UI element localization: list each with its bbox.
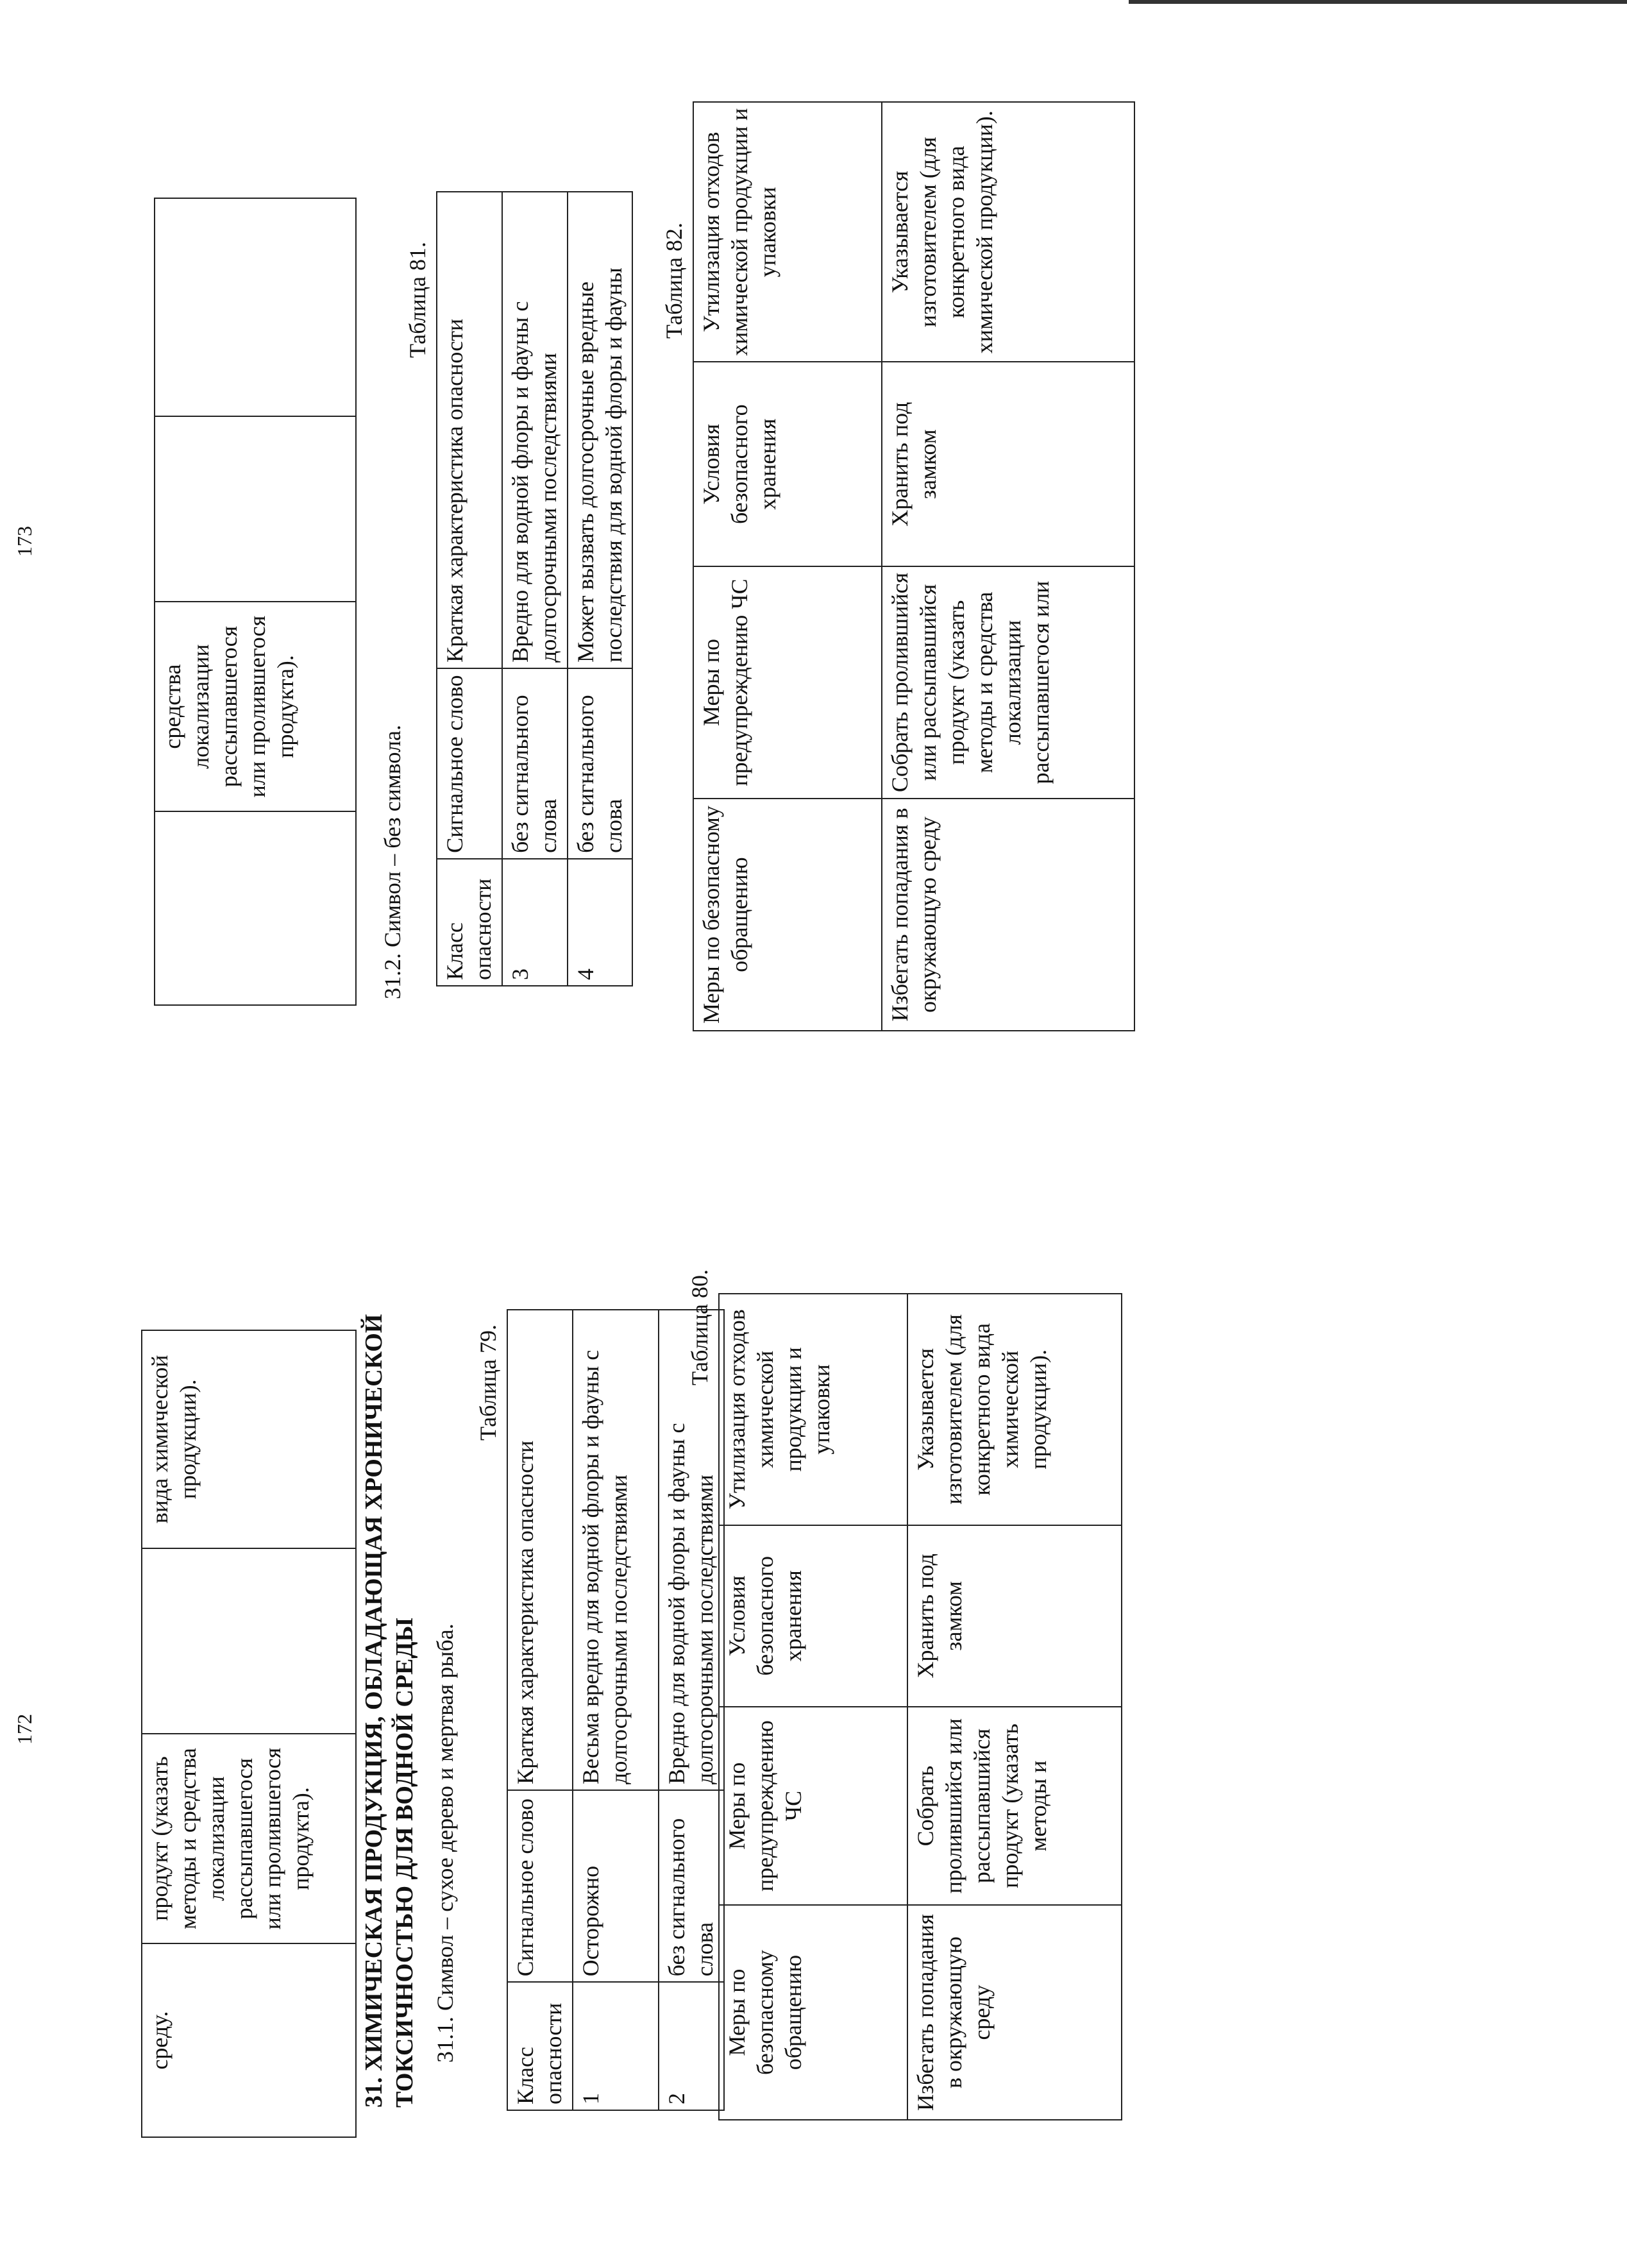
subsection-heading: 31.1. Символ – сухое дерево и мертвая рыба. bbox=[432, 1623, 458, 2063]
table-caption: Таблица 79. bbox=[475, 1324, 501, 1441]
column-header: Меры по предупреждению ЧС bbox=[693, 566, 882, 799]
table-row bbox=[142, 1330, 356, 2137]
page-number: 173 bbox=[13, 526, 36, 557]
table-row bbox=[659, 1310, 724, 2110]
table-cell: среду. bbox=[142, 1943, 356, 2137]
column-header: Условия безопасного хранения bbox=[693, 362, 882, 566]
table-row bbox=[502, 192, 568, 986]
table-cell bbox=[155, 198, 356, 416]
table-cell: 1 bbox=[573, 1982, 659, 2110]
table-cell bbox=[142, 1548, 356, 1734]
table-cell: Собрать пролившийся или рассыпавшийся продукт (указать методы и средства локализации рассыпавшегося или bbox=[882, 566, 1134, 799]
table-cell: Избегать попадания в окружающую среду bbox=[882, 799, 1134, 1031]
table-cell: Осторожно bbox=[573, 1790, 659, 1983]
table-cell: без сигнального слова bbox=[502, 668, 568, 859]
column-header: Сигнальное слово bbox=[437, 668, 502, 859]
handling-measures-table bbox=[718, 1293, 1122, 2120]
column-header: Утилизация отходов химической продукции и упаковки bbox=[693, 102, 882, 362]
table-cell: Хранить под замком bbox=[882, 362, 1134, 566]
table-header-row bbox=[719, 1294, 907, 2120]
table-cell: 4 bbox=[568, 859, 633, 986]
hazard-class-table bbox=[507, 1309, 725, 2111]
table-cell: Хранить под замком bbox=[907, 1525, 1122, 1707]
table-cell: вида химической продукции). bbox=[142, 1330, 356, 1548]
column-header: Краткая характеристика опасности bbox=[507, 1310, 573, 1790]
table-row bbox=[155, 198, 356, 1005]
table-cell: Указывается изготовителем (для конкретного вида химической продукции). bbox=[907, 1294, 1122, 1525]
table-cell: Вредно для водной флоры и фауны с долгосрочными последствиями bbox=[659, 1310, 724, 1790]
table-cell: 2 bbox=[659, 1982, 724, 2110]
table-cell: Собрать пролившийся или рассыпавшийся продукт (указать методы и bbox=[907, 1707, 1122, 1905]
column-header: Меры по безопасному обращению bbox=[719, 1905, 907, 2120]
column-header: Краткая характеристика опасности bbox=[437, 192, 502, 668]
column-header: Класс опасности bbox=[507, 1982, 573, 2110]
continued-table bbox=[141, 1330, 357, 2138]
table-cell: Указывается изготовителем (для конкретного вида химической продукции). bbox=[882, 102, 1134, 362]
column-header: Класс опасности bbox=[437, 859, 502, 986]
column-header: Сигнальное слово bbox=[507, 1790, 573, 1983]
hazard-class-table bbox=[436, 191, 633, 986]
section-heading: 31. ХИМИЧЕСКАЯ ПРОДУКЦИЯ, ОБЛАДАЮЩАЯ ХРОНИЧЕСКОЙ ТОКСИЧНОСТЬЮ ДЛЯ ВОДНОЙ СРЕДЫ bbox=[360, 1314, 418, 2108]
column-header: Меры по предупреждению ЧС bbox=[719, 1707, 907, 1905]
continued-table bbox=[154, 198, 357, 1006]
table-cell: Вредно для водной флоры и фауны с долгосрочными последствиями bbox=[502, 192, 568, 668]
subsection-heading: 31.2. Символ – без символа. bbox=[380, 724, 405, 999]
table-row bbox=[907, 1294, 1122, 2120]
handling-measures-table bbox=[693, 101, 1135, 1031]
table-header-row bbox=[507, 1310, 573, 2110]
table-cell: без сигнального слова bbox=[568, 668, 633, 859]
table-caption: Таблица 81. bbox=[405, 242, 430, 358]
table-cell: продукт (указать методы и средства локализации рассыпавшегося или пролившегося продукта). bbox=[142, 1734, 356, 1943]
table-header-row bbox=[693, 102, 882, 1031]
table-row bbox=[573, 1310, 659, 2110]
table-cell: средства локализации рассыпавшегося или пролившегося продукта). bbox=[155, 602, 356, 811]
table-cell: Может вызвать долгосрочные вредные последствия для водной флоры и фауны bbox=[568, 192, 633, 668]
column-header: Меры по безопасному обращению bbox=[693, 799, 882, 1031]
scan-edge-line bbox=[1129, 0, 1627, 4]
table-cell: 3 bbox=[502, 859, 568, 986]
table-header-row bbox=[437, 192, 502, 986]
table-caption: Таблица 82. bbox=[661, 223, 687, 339]
page-number: 172 bbox=[13, 1714, 36, 1745]
table-cell: без сигнального слова bbox=[659, 1790, 724, 1983]
table-cell bbox=[155, 416, 356, 602]
table-cell bbox=[155, 811, 356, 1005]
table-cell: Избегать попадания в окружающую среду bbox=[907, 1905, 1122, 2120]
table-caption: Таблица 80. bbox=[687, 1269, 712, 1385]
column-header: Утилизация отходов химической продукции и упаковки bbox=[719, 1294, 907, 1525]
table-row bbox=[882, 102, 1134, 1031]
table-cell: Весьма вредно для водной флоры и фауны с долгосрочными последствиями bbox=[573, 1310, 659, 1790]
table-row bbox=[568, 192, 633, 986]
page-172 bbox=[0, 1134, 1627, 2268]
column-header: Условия безопасного хранения bbox=[719, 1525, 907, 1707]
